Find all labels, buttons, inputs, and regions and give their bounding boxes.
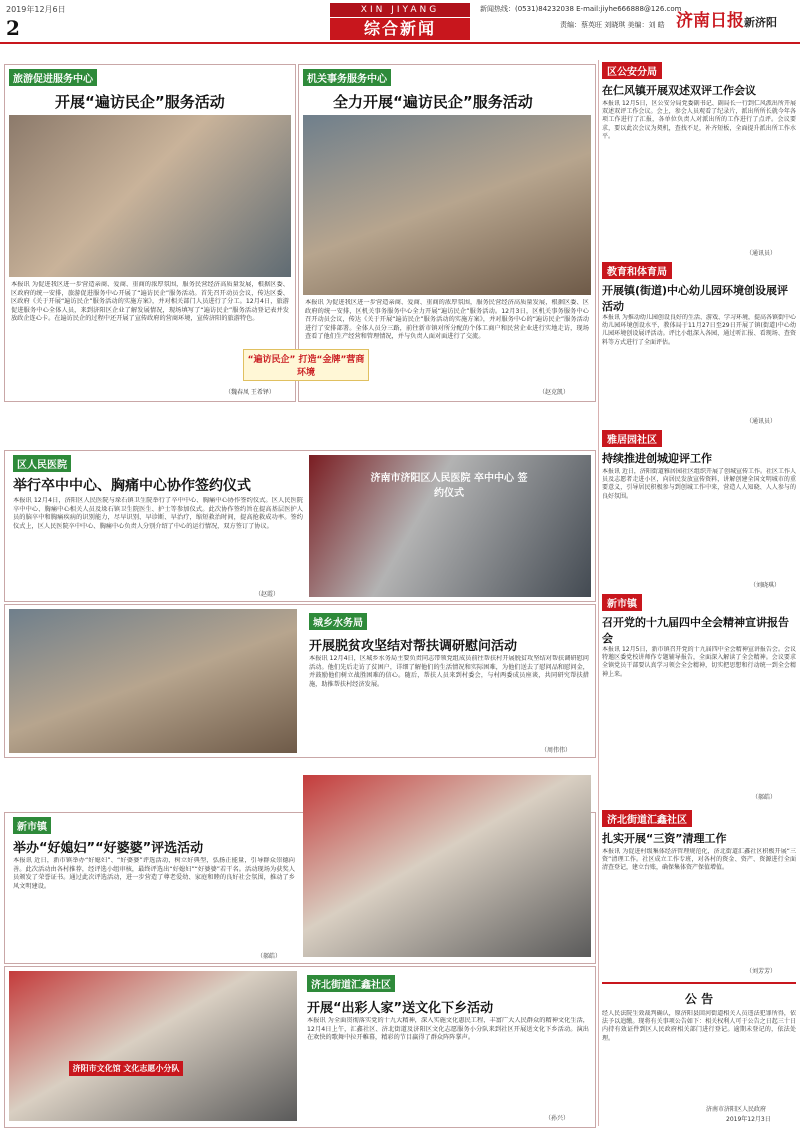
article-author: （周伟伟） bbox=[541, 747, 572, 754]
article-title: 举办“好媳妇”“好婆婆”评选活动 bbox=[13, 841, 204, 856]
notice-date: 2019年12月3日 bbox=[726, 1116, 771, 1123]
article-photo bbox=[303, 775, 591, 957]
notice-body: 经人民法院生效裁判确认，原济阳县回河街道相关人员违法犯罪所得，依法予以追缴。现将有关事项公告如下：相关权利人可于公告之日起三十日内持有效证件到区人民政府相关部门进行登记。逾期未登记的，依法处理。 bbox=[602, 1010, 796, 1042]
article-title: 开展“出彩人家”送文化下乡活动 bbox=[307, 1001, 494, 1016]
article-body: 本报讯 为促进我区进一步营造亲商、爱商、重商的浓厚氛围，服务民营经济高质量发展，根据区委、区政府的统一安排，区机关事务服务中心全力开展“遍访民企”服务活动。12月3日，区机关事务服务中心召开动员会议，传达《关于开展“遍访民企”服务活动的实施方案》，并对服务中心的“遍访民企”服务活动进行了安排部署。全体人员分三路，前往新市镇对所分配的个体工商户和民营企业进行实地走访，现场查看了他们生产经营和管理情况，并与负责人面对面进行了交流。 bbox=[305, 299, 589, 341]
article-tag: 济北街道汇鑫社区 bbox=[307, 975, 395, 992]
article-photo bbox=[303, 115, 591, 295]
sidebar-body: 本报讯 为推动幼儿园创设良好的生活、游戏、学习环境，提高各镇街中心幼儿园环境创设水平，教体局于11月27日至29日开展了镇(街道)中心幼儿园环境创设展评活动。评比小组深入各园，通过听汇报、看现场、查资料等方式进行了全面评估。 bbox=[602, 314, 796, 346]
sidebar-police bbox=[602, 62, 796, 258]
masthead bbox=[0, 0, 800, 40]
sidebar-tag: 雅居园社区 bbox=[602, 430, 662, 447]
article-author: （孙兴） bbox=[545, 1115, 570, 1122]
article-tag: 城乡水务局 bbox=[309, 613, 367, 630]
article-title: 开展脱贫攻坚结对帮扶调研慰问活动 bbox=[309, 639, 518, 654]
article-tag: 旅游促进服务中心 bbox=[9, 69, 97, 86]
sidebar-body: 本报讯 12月5日，区公安分局党委副书记、副局长一行到仁风派出所开展双述双评工作会议。会上，参会人员观看了纪录片，派出所所长就今年各项工作进行了汇报，各单位负责人对派出所的工作进行了点评。会议要求，要以此次会议为契机，查找不足，补齐短板，全面提升派出所工作水平。 bbox=[602, 100, 796, 140]
sidebar-divider bbox=[598, 60, 599, 1126]
sidebar-title: 持续推进创城迎评工作 bbox=[602, 452, 712, 465]
sidebar-title: 扎实开展“三资”清理工作 bbox=[602, 832, 727, 845]
editor-credits: 责编：蔡英旺 刘晓琪 美编：刘 皓 bbox=[560, 21, 665, 29]
article-author: （魏春凤 王希铎） bbox=[225, 389, 275, 396]
article-huixin bbox=[4, 966, 596, 1128]
issue-date: 2019年12月6日 bbox=[6, 5, 66, 14]
slogan-banner: “遍访民企” 打造“金牌”营商环境 bbox=[243, 349, 369, 381]
article-body: 本报讯 12月4日，区城乡水务局主要负责同志带领党组成员前往帮扶村开展脱贫攻坚结对帮扶调研慰问活动。他们先后走访了贫困户，详细了解他们的生活情况和实际困难，为他们送去了慰问品和慰问金，并鼓励他们树立战胜困难的信心。随后，帮扶人员来到村委会，与村两委成员座谈，共同研究帮扶措施，助推帮扶村经济发展。 bbox=[309, 655, 589, 688]
sidebar-author: （通讯员） bbox=[746, 250, 777, 257]
article-xinshi bbox=[4, 812, 596, 964]
sidebar-title: 开展镇(街道)中心幼儿园环境创设展评活动 bbox=[602, 284, 789, 313]
sidebar-tag: 教育和体育局 bbox=[602, 262, 672, 279]
article-author: （赵霞） bbox=[255, 591, 280, 598]
sidebar-body: 本报讯 为促进村级集体经济管理规范化，济北街道汇鑫社区积极开展“三资”清理工作。社区成立工作专班，对各村的资金、资产、资源进行全面清查登记，建立台账，确保集体资产保值增值。 bbox=[602, 848, 796, 872]
newspaper-logo: 济南日报新济阳 bbox=[676, 11, 777, 31]
sidebar-notice bbox=[602, 982, 796, 1130]
sidebar-yajuyuan bbox=[602, 430, 796, 590]
sidebar-title: 在仁风镇开展双述双评工作会议 bbox=[602, 84, 756, 97]
article-tag: 机关事务服务中心 bbox=[303, 69, 391, 86]
article-body: 本报讯 近日，新市镇举办“好媳妇”、“好婆婆”评选活动，树立好典型，弘扬正能量，引导群众崇德向善。此次活动由各村推荐，经评选小组审核，最终评选出“好媳妇”“好婆婆”若干名。活动现场为获奖人员颁发了荣誉证书。通过此次评选活动，进一步营造了尊老爱幼、家庭和睦的良好社会氛围，推动了乡风文明建设。 bbox=[13, 857, 295, 890]
photo-banner-text: 济阳市文化馆 文化志愿小分队 bbox=[69, 1061, 183, 1076]
news-hotline: 新闻热线：(0531)84232038 E-mail:jiyhe666888@126.com bbox=[480, 5, 682, 13]
header-rule bbox=[0, 42, 800, 44]
page-number: 2 bbox=[6, 16, 20, 40]
sidebar-body: 本报讯 近日，济阳街道雅居园社区组织开展了创城宣传工作。社区工作人员及志愿者走进小区，向居民发放宣传资料，讲解创建全国文明城市的重要意义，引导居民积极参与到创城工作中来，营造人人知晓、人人参与的良好氛围。 bbox=[602, 468, 796, 500]
section-title: 综合新闻 bbox=[330, 18, 470, 40]
sidebar-tag: 济北街道汇鑫社区 bbox=[602, 810, 692, 827]
article-title: 开展“遍访民企”服务活动 bbox=[55, 93, 225, 111]
pinyin-bar: XIN JIYANG bbox=[330, 3, 470, 17]
article-water bbox=[4, 604, 596, 758]
article-photo bbox=[9, 115, 291, 277]
sidebar-huixin bbox=[602, 810, 796, 978]
sidebar-education bbox=[602, 262, 796, 426]
sidebar-tag: 区公安分局 bbox=[602, 62, 662, 79]
sidebar-author: （刘芳芳） bbox=[746, 968, 777, 975]
article-photo bbox=[9, 971, 297, 1121]
article-author: （郝皓） bbox=[257, 953, 282, 960]
sidebar-author: （郝皓） bbox=[752, 794, 777, 801]
article-author: （赵克凯） bbox=[539, 389, 570, 396]
sidebar-author: （通讯员） bbox=[746, 418, 777, 425]
article-photo bbox=[9, 609, 297, 753]
article-body: 本报讯 12月4日，济阳区人民医院与垛石镇卫生院举行了卒中中心、胸痛中心协作签约仪式。区人民医院卒中中心、胸痛中心相关人员及垛石镇卫生院医生、护士等参加仪式。此次协作签约旨在提高基层医护人员的脑卒中和胸痛疾病的识别能力，尽早识别、早诊断、早治疗，缩短救治时间，提高抢救成功率。签约仪式上，区人民医院卒中中心、胸痛中心负责人分别介绍了中心的运行情况，双方签订了协议。 bbox=[13, 497, 303, 530]
article-tag: 新市镇 bbox=[13, 817, 51, 834]
notice-signer: 济南市济阳区人民政府 bbox=[706, 1106, 767, 1113]
notice-title: 公 告 bbox=[684, 992, 714, 1006]
article-body: 本报讯 为全面贯彻落实党的十九大精神，深入实施文化惠民工程，丰富广大人民群众的精神文化生活，12月4日上午，汇鑫社区、济北街道及济阳区文化志愿服务小分队来到社区开展送文化下乡活动。演出在欢快的歌舞中拉开帷幕，精彩的节目赢得了群众阵阵掌声。 bbox=[307, 1017, 589, 1042]
sidebar-body: 本报讯 12月5日，新市镇召开党的十九届四中全会精神宣讲报告会。会议特邀区委党校讲师作专题辅导报告，全面深入解读了全会精神。会议要求全镇党员干部要认真学习领会全会精神，切实把思想和行动统一到全会精神上来。 bbox=[602, 646, 796, 678]
photo-banner-text: 济南市济阳区人民医院 卒中中心 签约仪式 bbox=[370, 473, 528, 499]
article-title: 全力开展“遍访民企”服务活动 bbox=[333, 93, 533, 111]
article-title: 举行卒中中心、胸痛中心协作签约仪式 bbox=[13, 478, 251, 494]
article-hospital bbox=[4, 450, 596, 602]
sidebar-tag: 新市镇 bbox=[602, 594, 642, 611]
sidebar-title: 召开党的十九届四中全会精神宣讲报告会 bbox=[602, 616, 789, 645]
article-body: 本报讯 为促进我区进一步营造亲商、爱商、重商的浓厚氛围，服务民营经济高质量发展，根据区委、区政府的统一安排，旅游促进服务中心开展了“遍访民企”服务活动。首先召开动员会议，传达区委、区政府《关于开展“遍访民企”服务活动的实施方案》，并对相关部门人员进行了分工。12月4日，旅游促进服务中心全体人员，来到济阳区企业了解发展情况，现场填写了“遍访民企”服务活动登记表并发放政企连心卡。在遍访民企的过程中还开展了宣传政府的营商环境，宣传济阳的旅游特色。 bbox=[11, 281, 289, 323]
article-tag: 区人民医院 bbox=[13, 455, 71, 472]
sidebar-xinshi bbox=[602, 594, 796, 804]
article-photo bbox=[309, 455, 591, 597]
sidebar-author: （刘晓琪） bbox=[750, 582, 781, 589]
